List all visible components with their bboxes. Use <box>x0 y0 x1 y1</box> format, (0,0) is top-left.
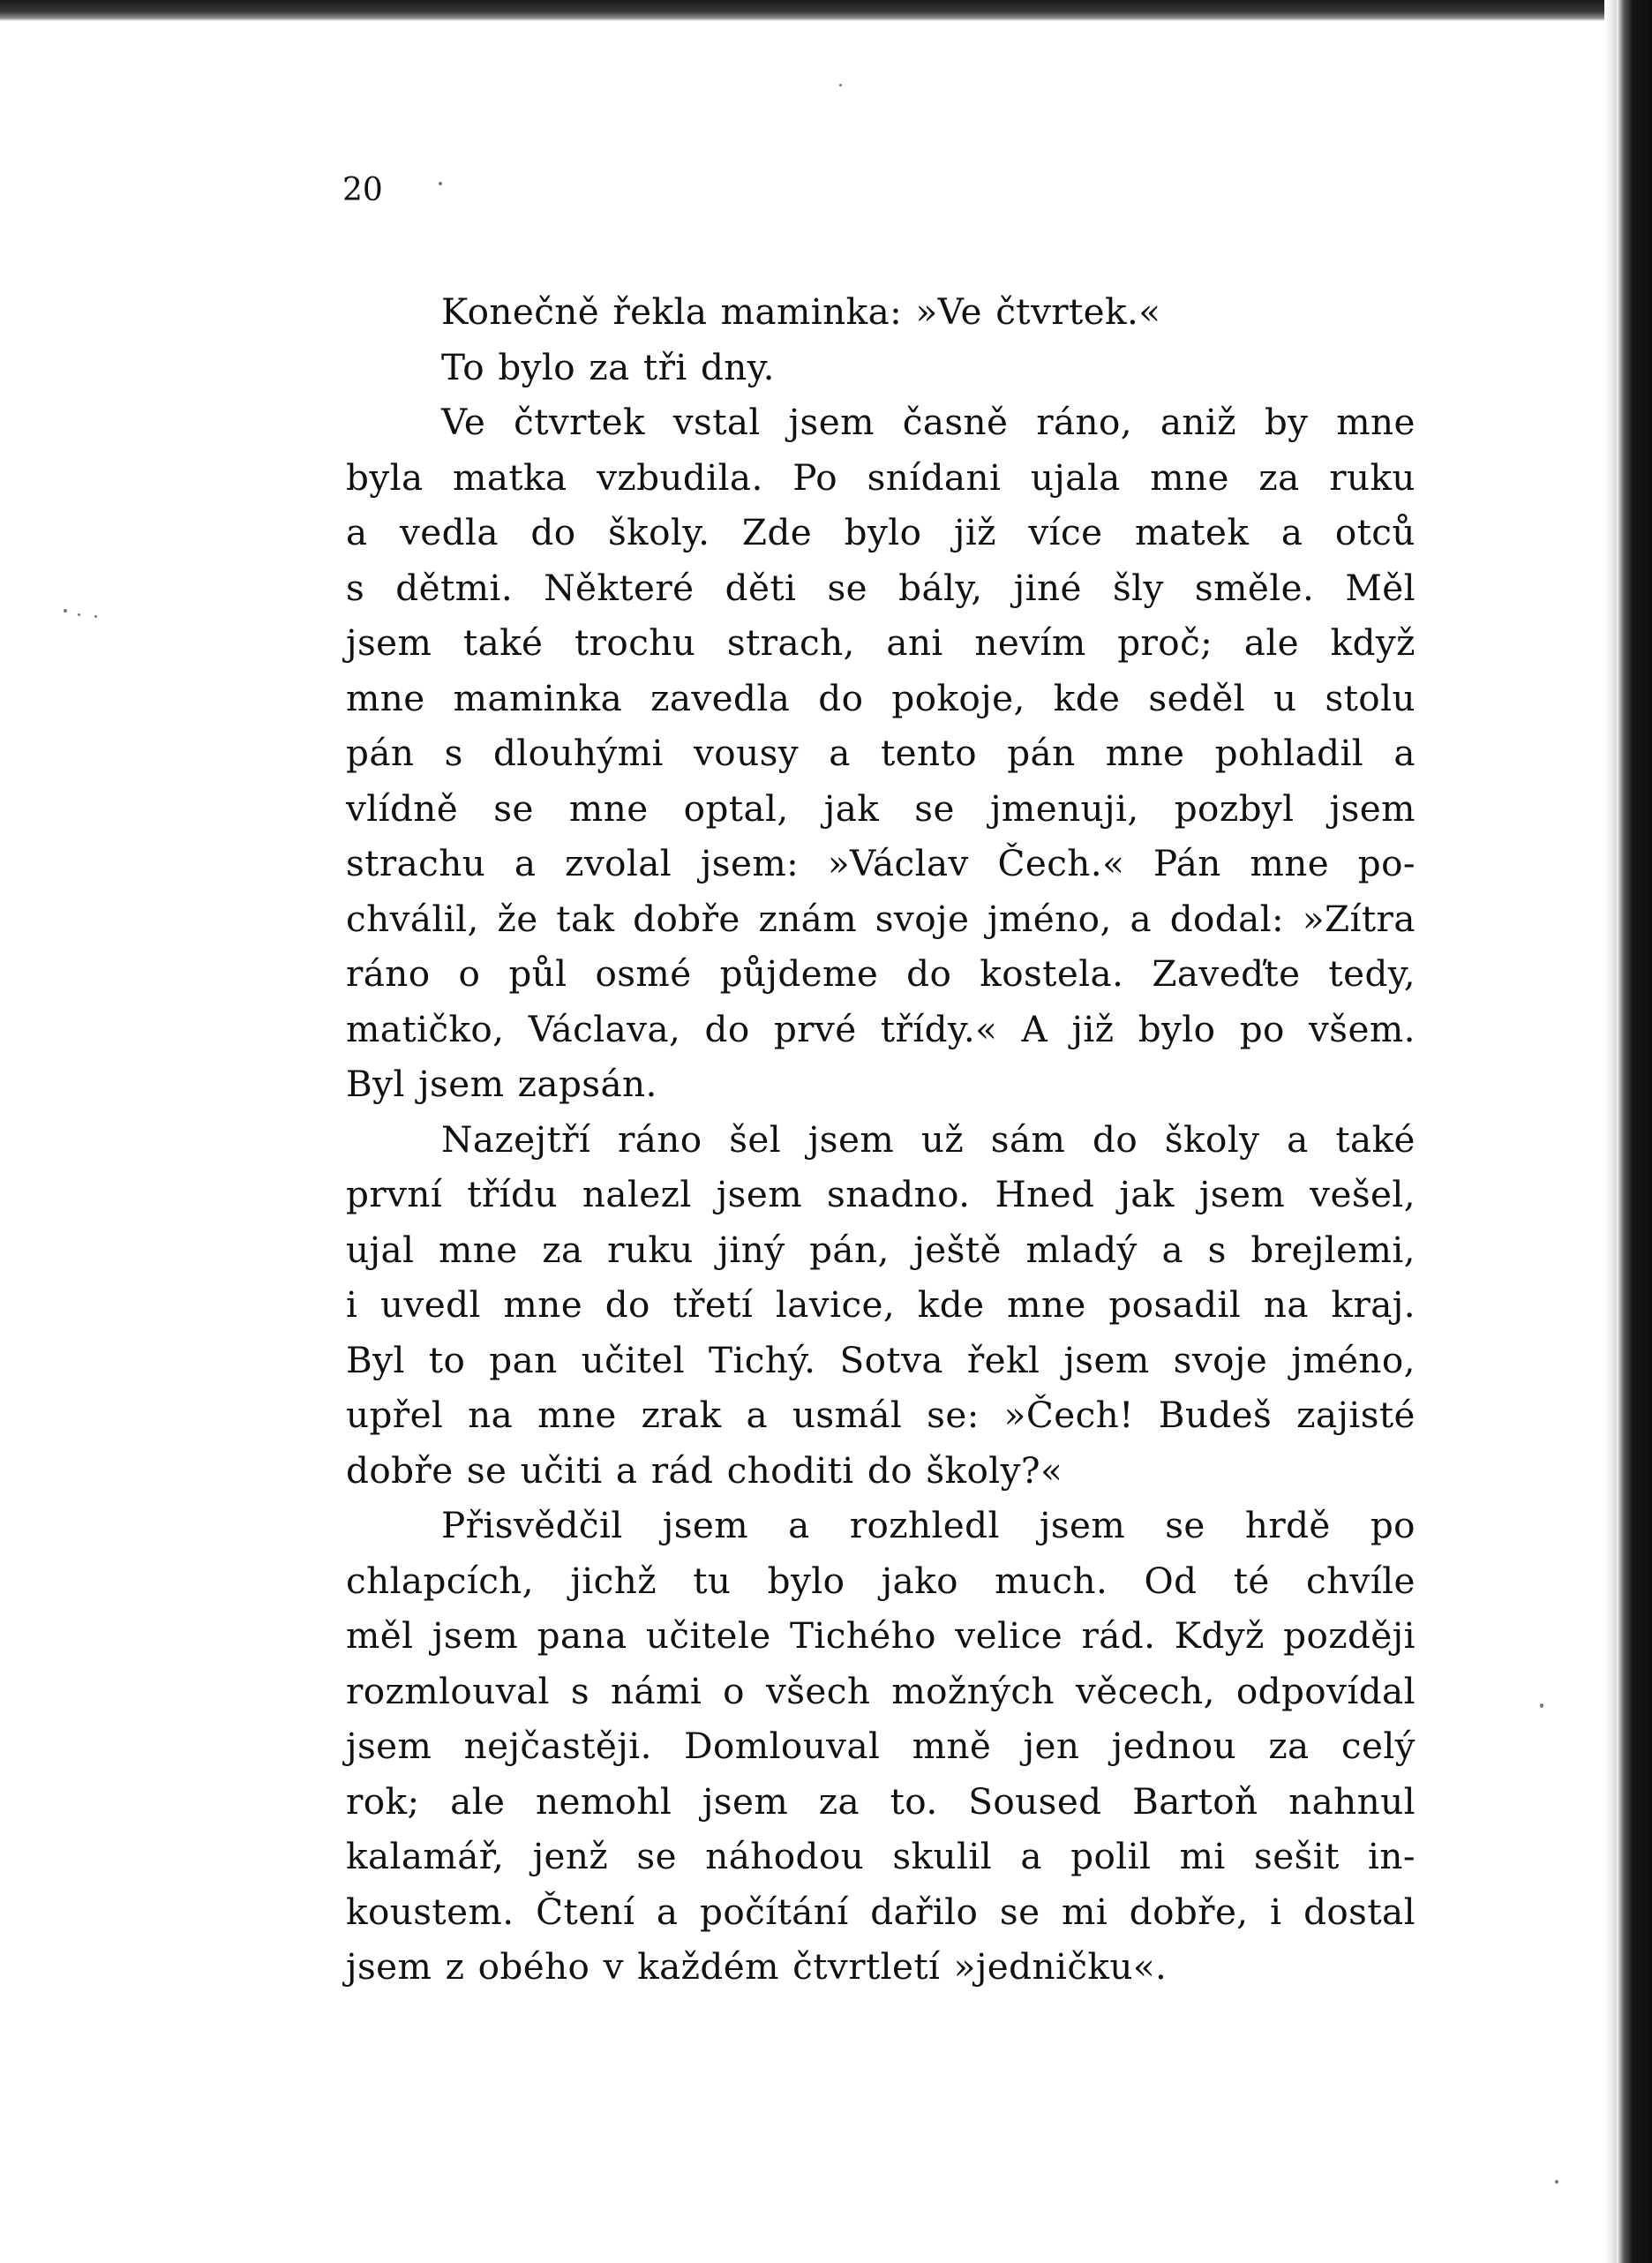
text-line: To bylo za tři dny. <box>441 345 775 388</box>
scan-speck <box>1540 1703 1543 1708</box>
text-line: Nazejtří ráno šel jsem už sám do školy a také <box>441 1117 1415 1161</box>
text-line: chlapcích, jichž tu bylo jako much. Od té chvíle <box>346 1559 1415 1602</box>
text-line: jsem z obého v každém čtvrtletí »jedničku«. <box>346 1945 1168 1988</box>
text-line: dobře se učiti a rád choditi do školy?« <box>346 1448 1063 1492</box>
scan-page-fold <box>1604 0 1617 2263</box>
scan-speck <box>1555 2180 1558 2184</box>
scan-border-top <box>0 0 1652 21</box>
text-line: strachu a zvolal jsem: »Václav Čech.« Pán mne po- <box>346 842 1415 884</box>
scan-border-right <box>1617 0 1652 2263</box>
text-line: upřel na mne zrak a usmál se: »Čech! Budeš zajisté <box>346 1394 1415 1436</box>
text-line: chválil, že tak dobře znám svoje jméno, a dodal: »Zítra <box>346 897 1415 940</box>
scan-speck <box>839 84 842 86</box>
text-line: Přisvědčil jsem a rozhledl jsem se hrdě po <box>441 1504 1415 1546</box>
text-line: jsem nejčastěji. Domlouval mně jen jednou za celý <box>346 1725 1415 1767</box>
text-line: jsem také trochu strach, ani nevím proč; ale když <box>346 621 1415 664</box>
text-line: vlídně se mne optal, jak se jmenuji, pozbyl jsem <box>346 786 1415 830</box>
text-line: matičko, Václava, do prvé třídy.« A již bylo po všem. <box>346 1007 1415 1050</box>
text-line: rok; ale nemohl jsem za to. Soused Bartoň nahnul <box>346 1779 1415 1823</box>
text-line: ujal mne za ruku jiný pán, ještě mladý a s brejlemi, <box>346 1228 1415 1271</box>
text-line: měl jsem pana učitele Tichého velice rád. Když později <box>346 1614 1415 1657</box>
text-line: první třídu nalezl jsem snadno. Hned jak jsem vešel, <box>346 1173 1415 1215</box>
text-line: Ve čtvrtek vstal jsem časně ráno, aniž by mne <box>441 401 1415 443</box>
text-line: a vedla do školy. Zde bylo již více matek a otců <box>346 511 1415 553</box>
text-line: kalamář, jenž se náhodou skulil a polil mi sešit in- <box>346 1835 1415 1877</box>
text-line: ráno o půl osmé půjdeme do kostela. Zaveďte tedy, <box>346 952 1415 995</box>
body-text <box>346 284 1415 1995</box>
text-line: Byl jsem zapsán. <box>346 1063 657 1105</box>
text-line: pán s dlouhými vousy a tento pán mne pohladil a <box>346 732 1415 774</box>
text-line: s dětmi. Některé děti se bály, jiné šly směle. Měl <box>346 566 1415 609</box>
text-line: koustem. Čtení a počítání dařilo se mi dobře, i dostal <box>346 1890 1415 1933</box>
scan-speck <box>94 615 97 618</box>
text-line: Byl to pan učitel Tichý. Sotva řekl jsem svoje jméno, <box>346 1338 1415 1381</box>
text-line: i uvedl mne do třetí lavice, kde mne posadil na kraj. <box>346 1283 1415 1326</box>
text-line: Konečně řekla maminka: »Ve čtvrtek.« <box>441 290 1161 333</box>
text-line: rozmlouval s námi o všech možných věcech, odpovídal <box>346 1669 1415 1712</box>
text-line: byla matka vzbudila. Po snídani ujala mne za ruku <box>346 455 1415 499</box>
scan-speck <box>78 613 80 616</box>
scan-speck <box>64 609 67 613</box>
scan-speck <box>439 182 442 185</box>
page-number: 20 <box>342 172 383 208</box>
text-line: mne maminka zavedla do pokoje, kde seděl u stolu <box>346 676 1415 719</box>
